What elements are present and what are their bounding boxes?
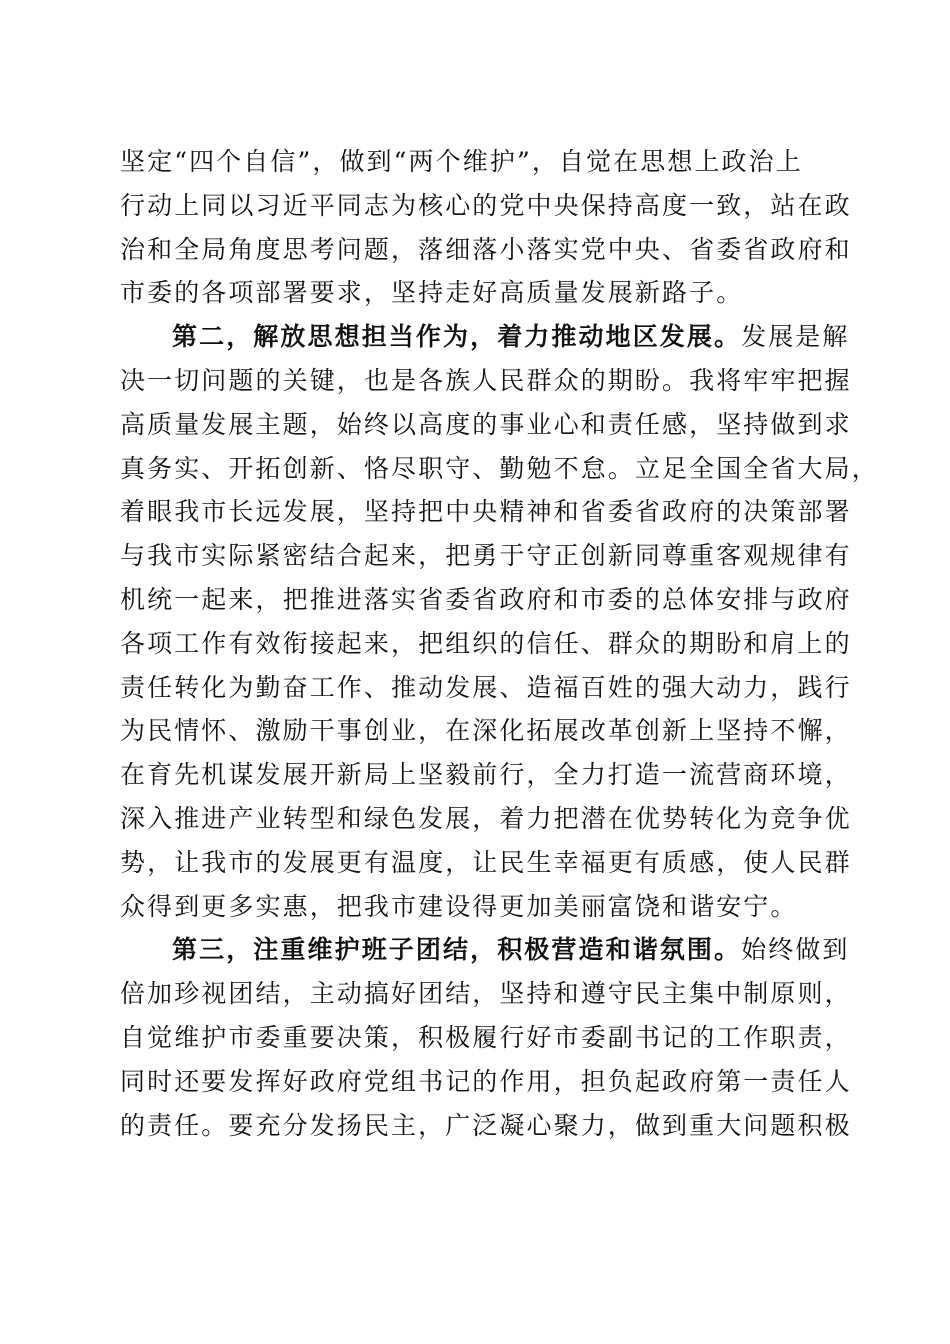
paragraph-heading: 第二，解放思想担当作为，着力推动地区发展。 (172, 322, 742, 352)
text-line: 为民情怀、激励干事创业，在深化拓展改革创新上坚持不懈， (120, 716, 852, 746)
paragraph-first-line (120, 315, 850, 359)
text-line: 高质量发展主题，始终以高度的事业心和责任感，坚持做到求 (120, 409, 852, 439)
paragraph-2 (120, 315, 879, 928)
paragraph-3 (120, 928, 852, 1147)
text-line: 深入推进产业转型和绿色发展，着力把潜在优势转化为竞争优 (120, 803, 852, 833)
text-line: 与我市实际紧密结合起来，把勇于守正创新同尊重客观规律有 (120, 541, 852, 571)
text-line: 机统一起来，把推进落实省委省政府和市委的总体安排与政府 (120, 584, 852, 614)
text-line: 着眼我市长远发展，坚持把中央精神和省委省政府的决策部署 (120, 497, 852, 527)
text-line: 势，让我市的发展更有温度，让民生幸福更有质感，使人民群 (120, 847, 852, 877)
text-line: 众得到更多实惠，把我市建设得更加美丽富饶和谐安宁。 (120, 891, 798, 921)
text-line: 坚定“四个自信”，做到“两个维护”，自觉在思想上政治上 (120, 147, 803, 176)
text-line: 在育先机谋发展开新局上坚毅前行，全力打造一流营商环境， (120, 760, 852, 790)
paragraph-heading: 第三，注重维护班子团结，积极营造和谐氛围。 (172, 935, 742, 965)
text-line: 各项工作有效衔接起来，把组织的信任、群众的期盼和肩上的 (120, 628, 852, 658)
paragraph-first-line (120, 928, 850, 972)
text-line: 真务实、开拓创新、恪尽职守、勤勉不怠。立足全国全省大局， (120, 453, 879, 483)
text-run: 发展是解 (741, 322, 850, 352)
text-line: 同时还要发挥好政府党组书记的作用，担负起政府第一责任人 (120, 1066, 852, 1096)
paragraph-1 (120, 140, 852, 315)
text-line: 自觉维护市委重要决策，积极履行好市委副书记的工作职责， (120, 1022, 852, 1052)
text-line: 的责任。要充分发扬民主，广泛凝心聚力，做到重大问题积极 (120, 1110, 852, 1140)
text-line: 倍加珍视团结，主动搞好团结，坚持和遵守民主集中制原则， (120, 979, 852, 1009)
text-line: 行动上同以习近平同志为核心的党中央保持高度一致，站在政 (120, 190, 852, 220)
text-line: 治和全局角度思考问题，落细落小落实党中央、省委省政府和 (120, 234, 852, 264)
document-body (120, 140, 879, 1147)
text-line: 市委的各项部署要求，坚持走好高质量发展新路子。 (120, 278, 744, 308)
text-run: 始终做到 (741, 935, 850, 965)
text-line: 责任转化为勤奋工作、推动发展、造福百姓的强大动力，践行 (120, 672, 852, 702)
text-line: 决一切问题的关键，也是各族人民群众的期盼。我将牢牢把握 (120, 365, 852, 395)
